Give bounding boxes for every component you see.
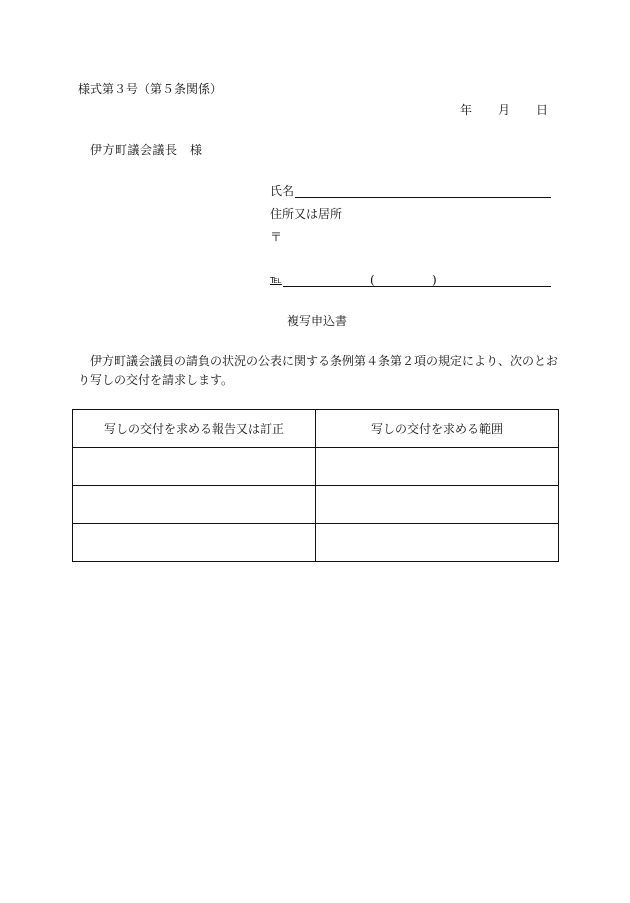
table-cell[interactable] bbox=[73, 486, 316, 524]
statement-line-2: り写しの交付を請求します。 bbox=[78, 373, 234, 387]
date-year: 年 bbox=[460, 103, 473, 117]
tel-icon: ℡ bbox=[270, 273, 282, 286]
date-line bbox=[460, 103, 548, 117]
address-label: 住所又は居所 bbox=[270, 207, 343, 221]
table-row bbox=[73, 448, 559, 486]
date-day: 日 bbox=[536, 103, 549, 117]
table-cell[interactable] bbox=[316, 448, 559, 486]
table-cell[interactable] bbox=[73, 524, 316, 562]
table-row bbox=[73, 486, 559, 524]
table-cell[interactable] bbox=[316, 486, 559, 524]
request-statement bbox=[78, 352, 564, 390]
name-field[interactable] bbox=[295, 197, 551, 198]
header-report-or-correction: 写しの交付を求める報告又は訂正 bbox=[73, 410, 316, 448]
statement-line-1: 伊方町議会議員の請負の状況の公表に関する条例第４条第２項の規定により、次のとお bbox=[90, 354, 559, 368]
form-number: 様式第３号（第５条関係） bbox=[78, 82, 223, 96]
header-requested-range: 写しの交付を求める範囲 bbox=[316, 410, 559, 448]
name-label: 氏名 bbox=[270, 184, 295, 198]
table-cell[interactable] bbox=[316, 524, 559, 562]
tel-paren-close: ) bbox=[432, 273, 437, 287]
tel-paren-open: ( bbox=[370, 273, 375, 287]
table-cell[interactable] bbox=[73, 448, 316, 486]
addressee: 伊方町議会議長 様 bbox=[90, 143, 203, 157]
request-table bbox=[72, 409, 559, 562]
table-header-row bbox=[73, 410, 559, 448]
table-row bbox=[73, 524, 559, 562]
tel-field[interactable] bbox=[283, 286, 551, 287]
document-title: 複写申込書 bbox=[287, 314, 348, 328]
date-month: 月 bbox=[498, 103, 511, 117]
postal-mark: 〒 bbox=[270, 230, 283, 244]
